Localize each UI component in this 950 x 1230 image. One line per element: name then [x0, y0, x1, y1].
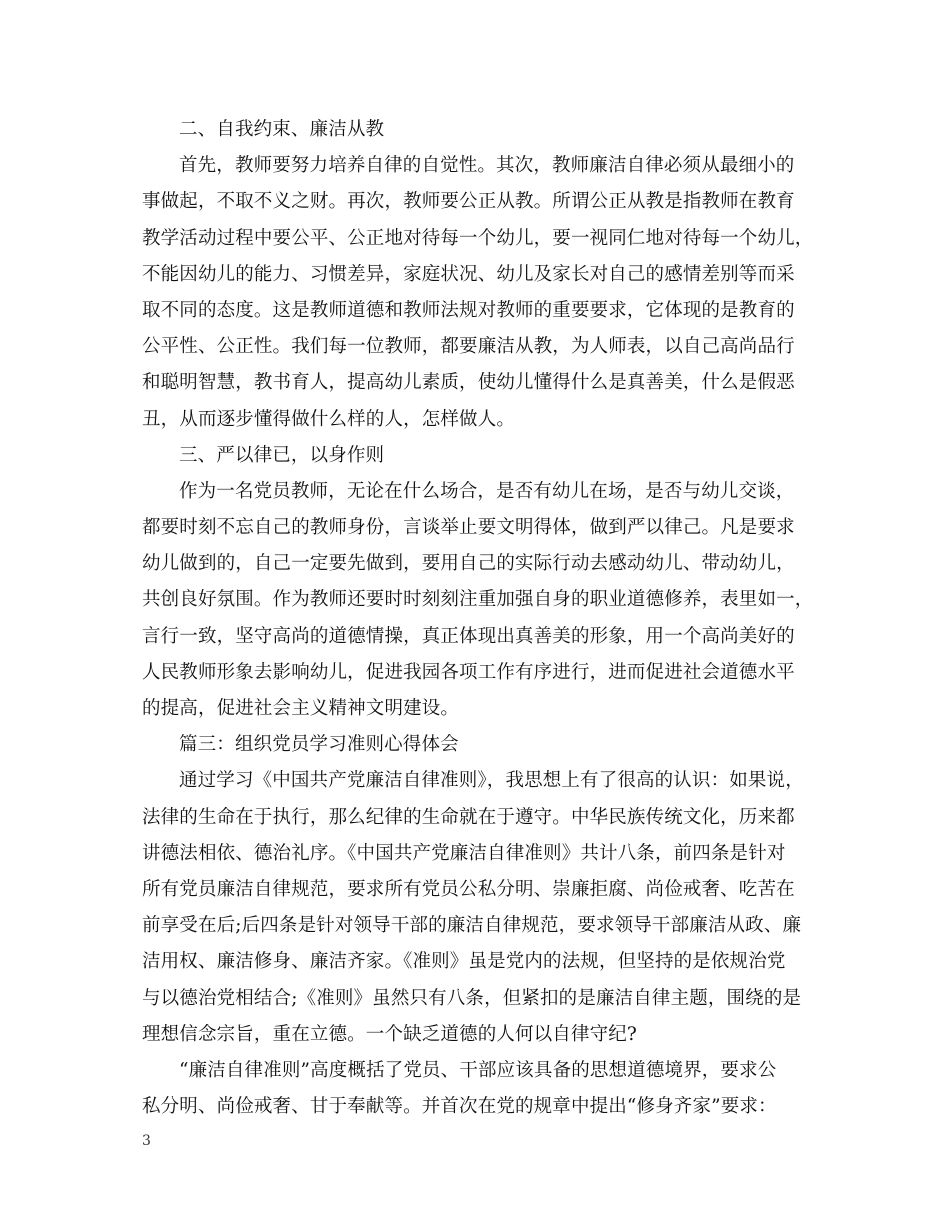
paragraph-line: 洁用权、廉洁修身、廉洁齐家。《准则》虽是党内的法规，但坚持的是依规治党 — [142, 951, 786, 973]
paragraph-line: 与以德治党相结合;《准则》虽然只有八条，但紧扣的是廉洁自律主题，围绕的是 — [142, 987, 802, 1009]
paragraph-line: 通过学习《中国共产党廉洁自律准则》，我思想上有了很高的认识：如果说， — [179, 770, 804, 792]
paragraph-line: 理想信念宗旨，重在立德。一个缺乏道德的人何以自律守纪? — [142, 1023, 637, 1045]
paragraph-line: “廉洁自律准则”高度概括了党员、干部应该具备的思想道德境界，要求公 — [179, 1059, 777, 1081]
paragraph-line: 和聪明智慧，教书育人，提高幼儿素质，使幼儿懂得什么是真善美，什么是假恶 — [142, 372, 795, 394]
paragraph-line: 幼儿做到的，自己一定要先做到，要用自己的实际行动去感动幼儿、带动幼儿， — [142, 553, 795, 575]
document-body — [142, 112, 822, 1125]
paragraph-line: 都要时刻不忘自己的教师身份，言谈举止要文明得体，做到严以律己。凡是要求 — [142, 517, 795, 539]
paragraph-line: 公平性、公正性。我们每一位教师，都要廉洁从教，为人师表，以自己高尚品行 — [142, 336, 795, 358]
paragraph-line: 人民教师形象去影响幼儿，促进我园各项工作有序进行，进而促进社会道德水平 — [142, 661, 795, 683]
paragraph-line: 首先，教师要努力培养自律的自觉性。其次，教师廉洁自律必须从最细小的 — [179, 155, 795, 177]
paragraph-line: 作为一名党员教师，无论在什么场合，是否有幼儿在场，是否与幼儿交谈， — [179, 480, 795, 502]
paragraph-line: 丑，从而逐步懂得做什么样的人，怎样做人。 — [142, 408, 516, 430]
paragraph-line: 法律的生命在于执行，那么纪律的生命就在于遵守。中华民族传统文化，历来都 — [142, 806, 795, 828]
section-heading: 二、自我约束、廉洁从教 — [179, 119, 385, 140]
paragraph-line: 所有党员廉洁自律规范，要求所有党员公私分明、崇廉拒腐、尚俭戒奢、吃苦在 — [142, 878, 795, 900]
paragraph-line: 私分明、尚俭戒奢、甘于奉献等。并首次在党的规章中提出“修身齐家”要求： — [142, 1096, 777, 1118]
page-number: 3 — [142, 1133, 151, 1149]
paragraph-line: 前享受在后;后四条是针对领导干部的廉洁自律规范，要求领导干部廉洁从政、廉 — [142, 915, 802, 937]
paragraph-line: 言行一致，坚守高尚的道德情操，真正体现出真善美的形象，用一个高尚美好的 — [142, 625, 795, 647]
paragraph-line: 的提高，促进社会主义精神文明建设。 — [142, 698, 460, 719]
article-title: 篇三：组织党员学习准则心得体会 — [179, 734, 459, 756]
paragraph-line: 事做起，不取不义之财。再次，教师要公正从教。所谓公正从教是指教师在教育 — [142, 191, 795, 213]
paragraph-line: 取不同的态度。这是教师道德和教师法规对教师的重要要求，它体现的是教育的 — [142, 299, 795, 321]
paragraph-line: 讲德法相依、德治礼序。《中国共产党廉洁自律准则》共计八条，前四条是针对 — [142, 842, 786, 864]
paragraph-line: 教学活动过程中要公平、公正地对待每一个幼儿，要一视同仁地对待每一个幼儿， — [142, 227, 814, 249]
section-heading: 三、严以律已，以身作则 — [179, 444, 385, 466]
paragraph-line: 共创良好氛围。作为教师还要时时刻刻注重加强自身的职业道德修养，表里如一， — [142, 589, 814, 611]
paragraph-line: 不能因幼儿的能力、习惯差异，家庭状况、幼儿及家长对自己的感情差别等而采 — [142, 263, 795, 285]
